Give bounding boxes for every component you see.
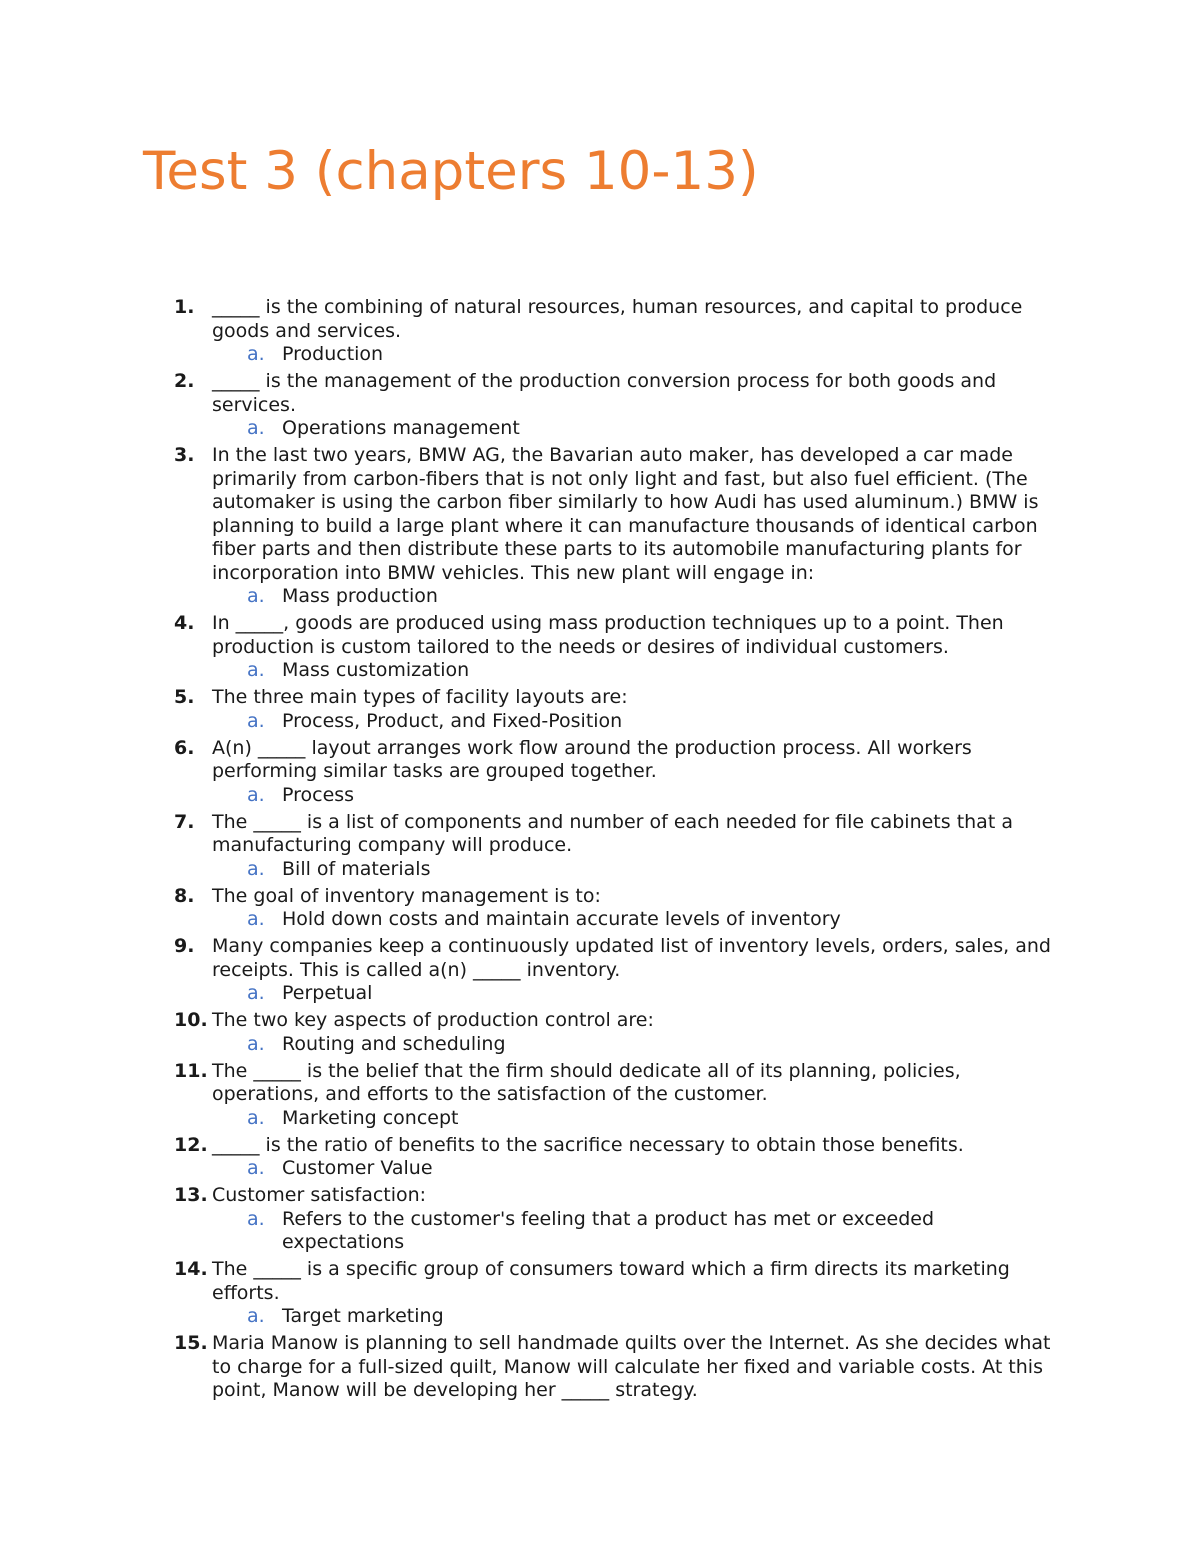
answer-item <box>212 858 1042 882</box>
answer-letter: a. <box>247 857 265 880</box>
question-number: 6. <box>174 736 195 759</box>
answer-item <box>212 1157 1042 1181</box>
question-number: 15. <box>174 1332 208 1354</box>
question-item <box>0 1258 1062 1329</box>
question-text: In the last two years, BMW AG, the Bavarian auto maker, has developed a car made primarily from carbon-fibers that is not only light and fast, but also fuel efficient. (The automaker is using the carbon fiber similarly to how Audi has used aluminum.) BMW is planning to build a large plant where it can manufacture thousands of identical carbon fiber parts and then distribute these parts to its automobile manufacturing plants for incorporation into BMW vehicles. This new plant will engage in: <box>212 444 1039 584</box>
answer-item <box>212 417 1042 441</box>
question-item <box>0 1332 1062 1403</box>
question-number: 2. <box>174 370 195 392</box>
question-item <box>0 686 1062 733</box>
question-number: 11. <box>174 1059 208 1082</box>
answer-text: Process <box>282 783 355 806</box>
answer-item <box>212 1305 1042 1329</box>
answer-letter: a. <box>247 1207 265 1230</box>
question-number: 3. <box>174 444 195 466</box>
question-text: The three main types of facility layouts are: <box>212 686 628 708</box>
question-number: 10. <box>174 1009 208 1031</box>
answer-letter: a. <box>247 908 265 930</box>
answer-item <box>212 659 1042 683</box>
question-number: 14. <box>174 1258 208 1280</box>
answer-item <box>212 908 1042 932</box>
question-text: _____ is the combining of natural resources, human resources, and capital to produce goods and services. <box>212 296 1023 342</box>
question-text: Customer satisfaction: <box>212 1184 427 1206</box>
question-item <box>0 1009 1062 1056</box>
answer-item <box>212 1107 1042 1131</box>
question-item <box>0 811 1062 882</box>
question-number: 8. <box>174 884 195 907</box>
answer-letter: a. <box>247 1157 265 1179</box>
question-text: The two key aspects of production control are: <box>212 1009 654 1031</box>
answer-text: Routing and scheduling <box>282 1032 506 1055</box>
question-item <box>0 1184 1062 1255</box>
answer-text: Hold down costs and maintain accurate levels of inventory <box>282 908 841 930</box>
question-item <box>0 296 1062 367</box>
answer-item <box>212 343 1042 367</box>
answer-letter: a. <box>247 585 265 607</box>
answer-item <box>212 710 1042 734</box>
answer-text: Process, Product, and Fixed-Position <box>282 709 623 732</box>
answer-item <box>212 982 1042 1006</box>
answer-letter: a. <box>247 982 265 1004</box>
answer-text: Perpetual <box>282 982 373 1004</box>
question-text: The _____ is a specific group of consumers toward which a firm directs its marketing efforts. <box>212 1258 1010 1304</box>
question-number: 9. <box>174 935 195 957</box>
answer-letter: a. <box>247 1305 265 1327</box>
question-number: 13. <box>174 1184 208 1206</box>
question-item <box>0 935 1062 1006</box>
question-text: _____ is the ratio of benefits to the sacrifice necessary to obtain those benefits. <box>212 1133 964 1156</box>
answer-letter: a. <box>247 709 265 732</box>
answer-item <box>212 1208 1042 1255</box>
question-item <box>0 1060 1062 1131</box>
question-item <box>0 1134 1062 1181</box>
question-item <box>0 612 1062 683</box>
question-text: Maria Manow is planning to sell handmade quilts over the Internet. As she decides what to charge for a full-sized quilt, Manow will calculate her fixed and variable costs. At this point, Manow will be developing her _____ strategy. <box>212 1332 1051 1401</box>
answer-text: Bill of materials <box>282 857 431 880</box>
answer-text: Target marketing <box>282 1305 444 1327</box>
question-text: In _____, goods are produced using mass production techniques up to a point. Then production is custom tailored to the needs or desires of individual customers. <box>212 612 1004 658</box>
question-text: The goal of inventory management is to: <box>212 884 601 907</box>
answer-item <box>212 784 1042 808</box>
question-item <box>0 885 1062 932</box>
question-item <box>0 737 1062 808</box>
answer-text: Mass production <box>282 585 438 607</box>
question-text: The _____ is the belief that the firm should dedicate all of its planning, policies, operations, and efforts to the satisfaction of the customer. <box>212 1059 961 1105</box>
question-number: 7. <box>174 810 195 833</box>
question-number: 5. <box>174 686 195 708</box>
answer-text: Customer Value <box>282 1157 433 1179</box>
answer-item <box>212 1033 1042 1057</box>
question-item <box>0 444 1062 609</box>
answer-letter: a. <box>247 417 265 439</box>
answer-text: Operations management <box>282 417 520 439</box>
answer-letter: a. <box>247 783 265 806</box>
question-number: 1. <box>174 296 195 318</box>
answer-text: Refers to the customer's feeling that a product has met or exceeded expectations <box>282 1207 935 1253</box>
question-text: _____ is the management of the production conversion process for both goods and services. <box>212 370 997 416</box>
question-item <box>0 370 1062 441</box>
answer-letter: a. <box>247 343 265 365</box>
answer-letter: a. <box>247 659 265 681</box>
answer-letter: a. <box>247 1106 265 1129</box>
question-text: A(n) _____ layout arranges work flow around the production process. All workers performing similar tasks are grouped together. <box>212 736 972 782</box>
answer-item <box>212 585 1042 609</box>
question-text: Many companies keep a continuously updated list of inventory levels, orders, sales, and receipts. This is called a(n) _____ inventory. <box>212 935 1051 981</box>
answer-text: Production <box>282 343 384 365</box>
question-number: 4. <box>174 612 195 634</box>
answer-text: Marketing concept <box>282 1106 459 1129</box>
answer-letter: a. <box>247 1032 265 1055</box>
question-list <box>0 296 1200 1406</box>
question-text: The _____ is a list of components and number of each needed for file cabinets that a manufacturing company will produce. <box>212 810 1013 856</box>
answer-text: Mass customization <box>282 659 470 681</box>
page-title: Test 3 (chapters 10-13) <box>143 141 759 202</box>
question-number: 12. <box>174 1133 208 1156</box>
